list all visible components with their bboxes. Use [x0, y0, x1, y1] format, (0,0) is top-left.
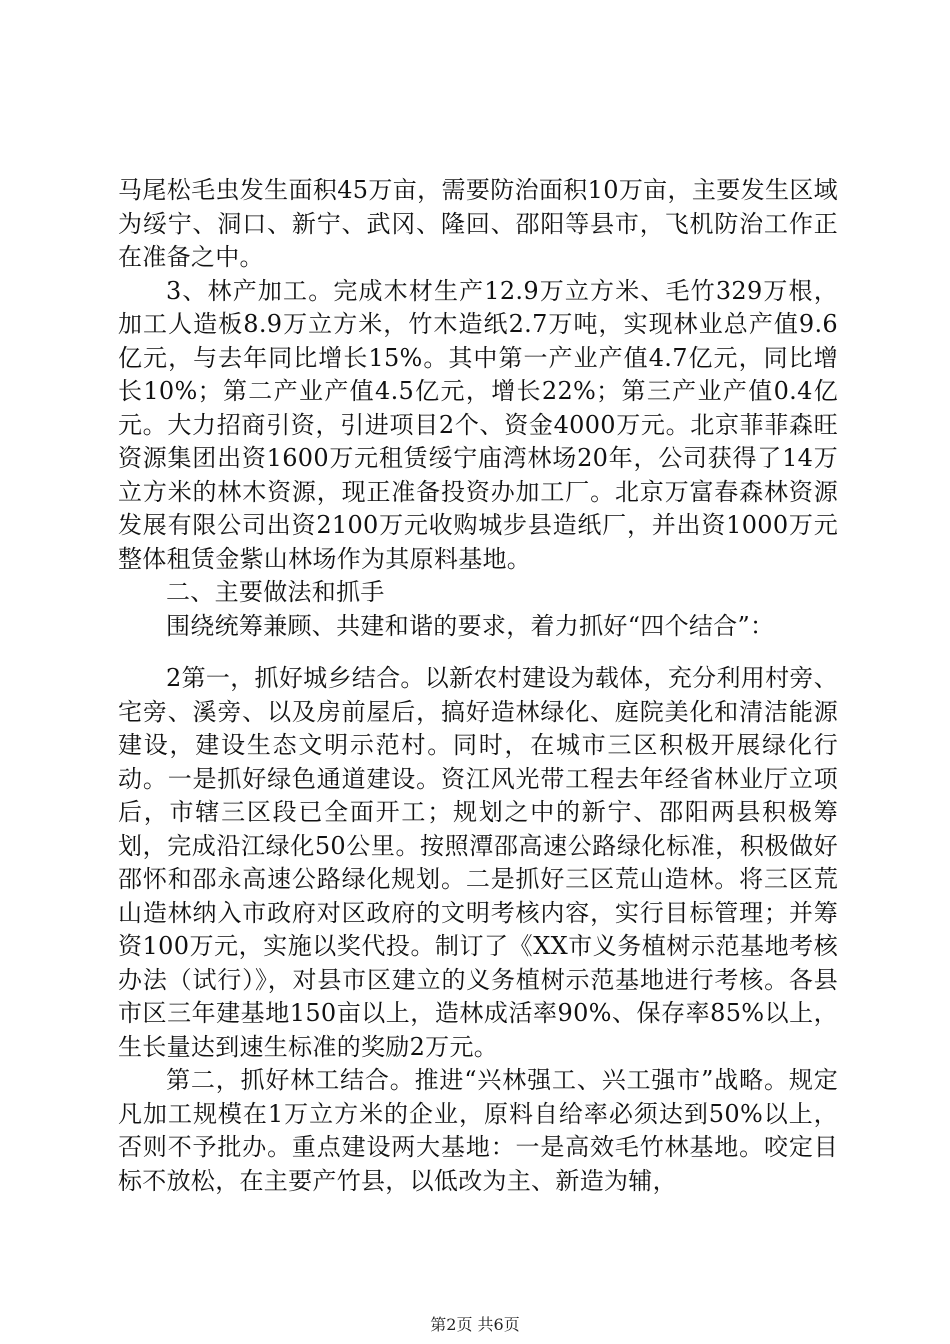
page-number-footer: 第2页 共6页	[430, 1315, 520, 1334]
paragraph-forest-industry: 第二，抓好林工结合。推进“兴林强工、兴工强市”战略。规定凡加工规模在1万立方米的企业，原料自给率必须达到50%以上，否则不予批办。重点建设两大基地：一是高效毛竹林基地。咬定目标不放松，在主要产竹县，以低改为主、新造为辅，	[118, 1066, 838, 1195]
paragraph-pest-control: 马尾松毛虫发生面积45万亩，需要防治面积10万亩，主要发生区域为绥宁、洞口、新宁、武冈、隆回、邵阳等县市，飞机防治工作正在准备之中。	[118, 176, 838, 271]
document-body	[118, 174, 838, 1198]
paragraph-forest-processing: 3、林产加工。完成木材生产12.9万立方米、毛竹329万根，加工人造板8.9万立方米，竹木造纸2.7万吨，实现林业总产值9.6亿元，与去年同比增长15%。其中第一产业产值4.7亿元，同比增长10%；第二产业产值4.5亿元，增长22%；第三产业产值0.4亿元。大力招商引资，引进项目2个、资金4000万元。北京菲菲森旺资源集团出资1600万元租赁绥宁庙湾林场20年，公司获得了14万立方米的林木资源，现正准备投资办加工厂。北京万富春森林资源发展有限公司出资2100万元收购城步县造纸厂，并出资1000万元整体租赁金紫山林场作为其原料基地。	[118, 276, 838, 573]
section-heading-methods: 二、主要做法和抓手	[166, 578, 385, 606]
paragraph-urban-rural: 2第一，抓好城乡结合。以新农村建设为载体，充分利用村旁、宅旁、溪旁、以及房前屋后，搞好造林绿化、庭院美化和清洁能源建设，建设生态文明示范村。同时，在城市三区积极开展绿化行动。一是抓好绿色通道建设。资江风光带工程去年经省林业厅立项后，市辖三区段已全面开工；规划之中的新宁、邵阳两县积极筹划，完成沿江绿化50公里。按照潭邵高速公路绿化标准，积极做好邵怀和邵永高速公路绿化规划。二是抓好三区荒山造林。将三区荒山造林纳入市政府对区政府的文明考核内容，实行目标管理；并筹资100万元，实施以奖代投。制订了《XX市义务植树示范基地考核办法（试行）》，对县市区建立的义务植树示范基地进行考核。各县市区三年建基地150亩以上，造林成活率90%、保存率85%以上，生长量达到速生标准的奖励2万元。	[118, 664, 838, 1061]
paragraph-four-combinations: 围绕统筹兼顾、共建和谐的要求，着力抓好“四个结合”：	[166, 611, 775, 640]
